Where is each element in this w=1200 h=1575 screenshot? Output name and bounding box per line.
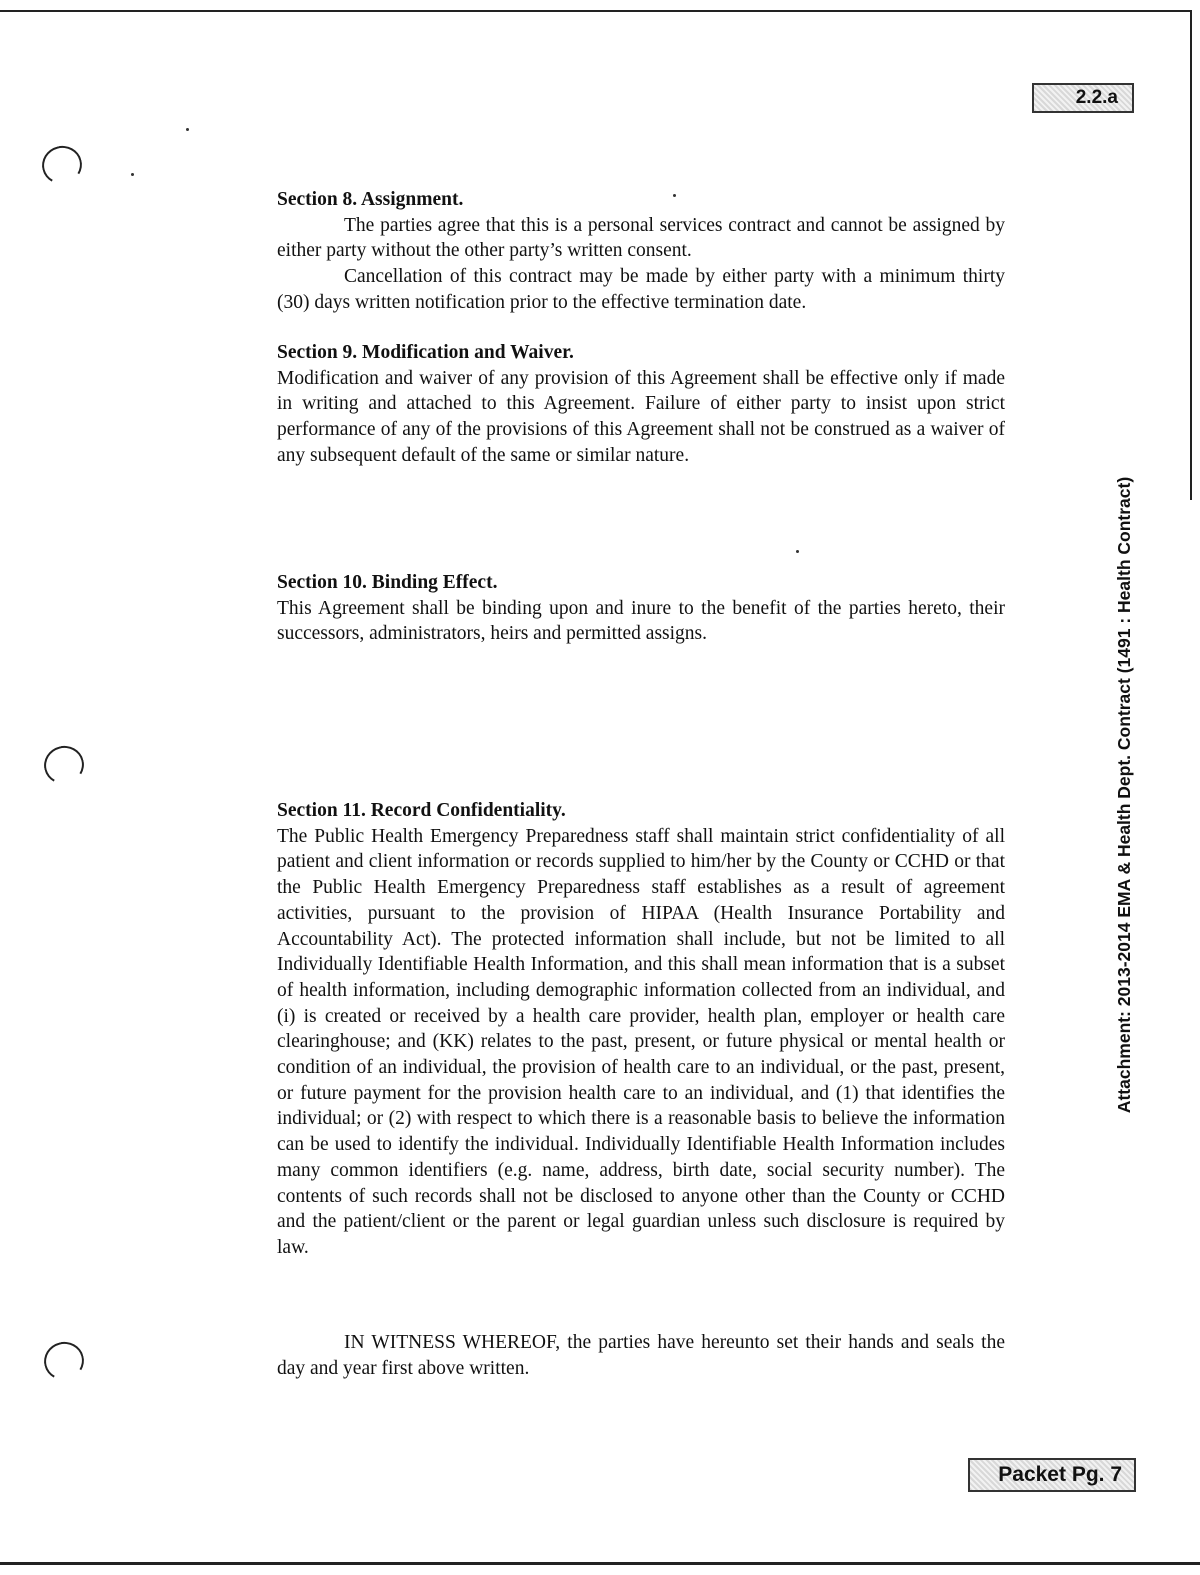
section-heading: Section 11. Record Confidentiality. bbox=[277, 800, 566, 821]
witness-paragraph: IN WITNESS WHEREOF, the parties have hereunto set their hands and seals the day and year first above written. bbox=[277, 1332, 1005, 1379]
page-border-right bbox=[1190, 10, 1192, 500]
agenda-item-badge: 2.2.a bbox=[1032, 83, 1134, 113]
witness-clause bbox=[277, 1330, 1005, 1381]
section-paragraph: The Public Health Emergency Preparedness staff shall maintain strict confidentiality of all patient and client information or records supplied to him/her by the County or CCHD or that the Public Health Emergency Preparedness staff establishes as a result of agreement activities, pursuant to the provision of HIPAA (Health Insurance Portability and Accountability Act). The protected information shall include, but not be limited to all Individually Identifiable Health Information, and this shall mean information that is a subset of health information, including demographic information collected from an individual, and (i) is created or received by a health care provider, health plan, employer or health care clearinghouse; and (KK) relates to the past, present, or future physical or mental health or condition of an individual, the provision of health care to an individual, or the past, present, or future payment for the provision health care to an individual, and (1) that identifies the individual; or (2) with respect to which there is a reasonable basis to believe the information can be used to identify the individual. Individually Identifiable Health Information includes many common identifiers (e.g. name, address, birth date, social security number). The contents of such records shall not be disclosed to anyone other than the County or CCHD and the patient/client or the parent or legal guardian unless such disclosure is required by law. bbox=[277, 825, 1005, 1258]
scan-speck bbox=[131, 173, 134, 176]
section-10 bbox=[277, 570, 1005, 647]
section-heading: Section 10. Binding Effect. bbox=[277, 572, 498, 593]
punch-hole-mark bbox=[40, 1337, 88, 1384]
section-8 bbox=[277, 187, 1005, 316]
packet-page-badge: Packet Pg. 7 bbox=[968, 1458, 1136, 1492]
page-border-bottom bbox=[0, 1562, 1200, 1565]
scan-speck bbox=[186, 128, 189, 131]
punch-hole-mark bbox=[40, 741, 88, 788]
attachment-sidebar-label: Attachment: 2013-2014 EMA & Health Dept. Contract (1491 : Health Contract) bbox=[1114, 476, 1134, 1114]
page-border-top bbox=[0, 10, 1190, 12]
section-9 bbox=[277, 340, 1005, 469]
punch-hole-mark bbox=[38, 141, 86, 188]
section-heading: Section 9. Modification and Waiver. bbox=[277, 342, 574, 363]
section-paragraph: Modification and waiver of any provision of this Agreement shall be effective only if made in writing and attached to this Agreement. Failure of either party to insist upon strict performance of any of the provisions of this Agreement shall not be construed as a waiver of any subsequent default of the same or similar nature. bbox=[277, 367, 1005, 466]
section-11 bbox=[277, 798, 1005, 1261]
section-heading: Section 8. Assignment. bbox=[277, 189, 464, 210]
section-paragraph: The parties agree that this is a personal services contract and cannot be assigned by either party without the other party’s written consent. bbox=[277, 214, 1005, 262]
section-paragraph: This Agreement shall be binding upon and inure to the benefit of the parties hereto, their successors, administrators, heirs and permitted assigns. bbox=[277, 597, 1005, 645]
section-paragraph: Cancellation of this contract may be made by either party with a minimum thirty (30) days written notification prior to the effective termination date. bbox=[277, 266, 1005, 313]
scan-speck bbox=[796, 550, 799, 553]
